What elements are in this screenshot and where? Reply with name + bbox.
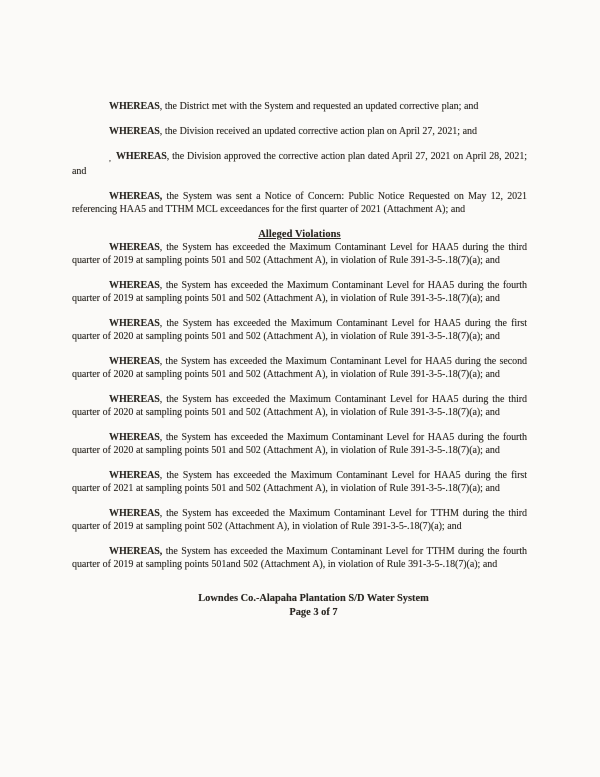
- clause-text: , the System has exceeded the Maximum Contaminant Level for HAA5 during the first quarter of 2020 at sampling points 501 and 502 (Attachment A), in violation of Rule 391-3-5-.18(7)(a); and: [72, 318, 527, 342]
- violation-clause-haa5-q4-2020: [72, 431, 527, 457]
- whereas-lead: WHEREAS,: [109, 191, 163, 202]
- footer-system-name: Lowndes Co.-Alapaha Plantation S/D Water System: [198, 593, 429, 604]
- clause-text: , the Division received an updated corrective action plan on April 27, 2021; and: [159, 126, 477, 137]
- whereas-lead: WHEREAS,: [109, 546, 163, 557]
- clause-text: , the System has exceeded the Maximum Contaminant Level for HAA5 during the fourth quarter of 2020 at sampling points 501 and 502 (Attachment A), in violation of Rule 391-3-5-.18(7)(a); and: [72, 432, 527, 456]
- whereas-lead: WHEREAS: [109, 318, 160, 329]
- whereas-lead: WHEREAS: [115, 151, 167, 162]
- clause-text: , the System has exceeded the Maximum Contaminant Level for HAA5 during the third quarter of 2020 at sampling points 501 and 502 (Attachment A), in violation of Rule 391-3-5-.18(7)(a); and: [72, 394, 527, 418]
- section-heading-alleged-violations: Alleged Violations: [258, 229, 341, 240]
- clause-text: the System has exceeded the Maximum Contaminant Level for TTHM during the fourth quarter of 2019 at sampling points 501and 502 (Attachment A), in violation of Rule 391-3-5-.18(7)(a); and: [72, 546, 527, 570]
- violation-clause-haa5-q2-2020: [72, 355, 527, 381]
- whereas-lead: WHEREAS: [109, 356, 160, 367]
- whereas-lead: WHEREAS: [109, 394, 160, 405]
- whereas-clause-plan-approved: [72, 150, 527, 178]
- whereas-clause-notice-of-concern: [72, 190, 527, 216]
- whereas-lead: WHEREAS: [109, 126, 160, 137]
- clause-text: the System was sent a Notice of Concern: Public Notice Requested on May 12, 2021 referencing HAA5 and TTHM MCL exceedances for the first quarter of 2021 (Attachment A); and: [72, 191, 527, 215]
- violation-clause-haa5-q4-2019: [72, 279, 527, 305]
- whereas-lead: WHEREAS: [109, 432, 160, 443]
- clause-text: , the System has exceeded the Maximum Contaminant Level for HAA5 during the second quarter of 2020 at sampling points 501 and 502 (Attachment A), in violation of Rule 391-3-5-.18(7)(a); and: [72, 356, 527, 380]
- clause-text: , the System has exceeded the Maximum Contaminant Level for HAA5 during the fourth quarter of 2019 at sampling points 501 and 502 (Attachment A), in violation of Rule 391-3-5-.18(7)(a); and: [72, 280, 527, 304]
- violation-clause-tthm-q4-2019: [72, 545, 527, 571]
- clause-text: , the System has exceeded the Maximum Contaminant Level for TTHM during the third quarter of 2019 at sampling point 502 (Attachment A), in violation of Rule 391-3-5-.18(7)(a); and: [72, 508, 527, 532]
- violation-clause-haa5-q3-2020: [72, 393, 527, 419]
- whereas-lead: WHEREAS: [109, 508, 160, 519]
- page-footer: [86, 592, 541, 619]
- clause-text: , the Division approved the corrective action plan dated April 27, 2021 on April 28, 2021; and: [72, 151, 527, 177]
- violation-clause-haa5-q1-2020: [72, 317, 527, 343]
- violation-clause-tthm-q3-2019: [72, 507, 527, 533]
- whereas-clause-plan-received: [72, 125, 527, 138]
- whereas-clause-district-meeting: [72, 100, 527, 113]
- whereas-lead: WHEREAS: [109, 101, 160, 112]
- footer-page-indicator: Page 3 of 7: [289, 606, 338, 618]
- clause-text: , the System has exceeded the Maximum Contaminant Level for HAA5 during the third quarter of 2019 at sampling points 501 and 502 (Attachment A), in violation of Rule 391-3-5-.18(7)(a); and: [72, 242, 527, 266]
- violation-clause-haa5-q1-2021: [72, 469, 527, 495]
- whereas-lead: WHEREAS: [109, 242, 160, 253]
- violation-clause-haa5-q3-2019: [72, 241, 527, 267]
- whereas-lead: WHEREAS: [109, 470, 160, 481]
- whereas-lead: WHEREAS: [109, 280, 160, 291]
- clause-text: , the District met with the System and requested an updated corrective plan; and: [159, 101, 479, 112]
- clause-text: , the System has exceeded the Maximum Contaminant Level for HAA5 during the first quarter of 2021 at sampling points 501 and 502 (Attachment A), in violation of Rule 391-3-5-.18(7)(a); and: [72, 470, 527, 494]
- stray-scan-mark: ,: [109, 154, 111, 163]
